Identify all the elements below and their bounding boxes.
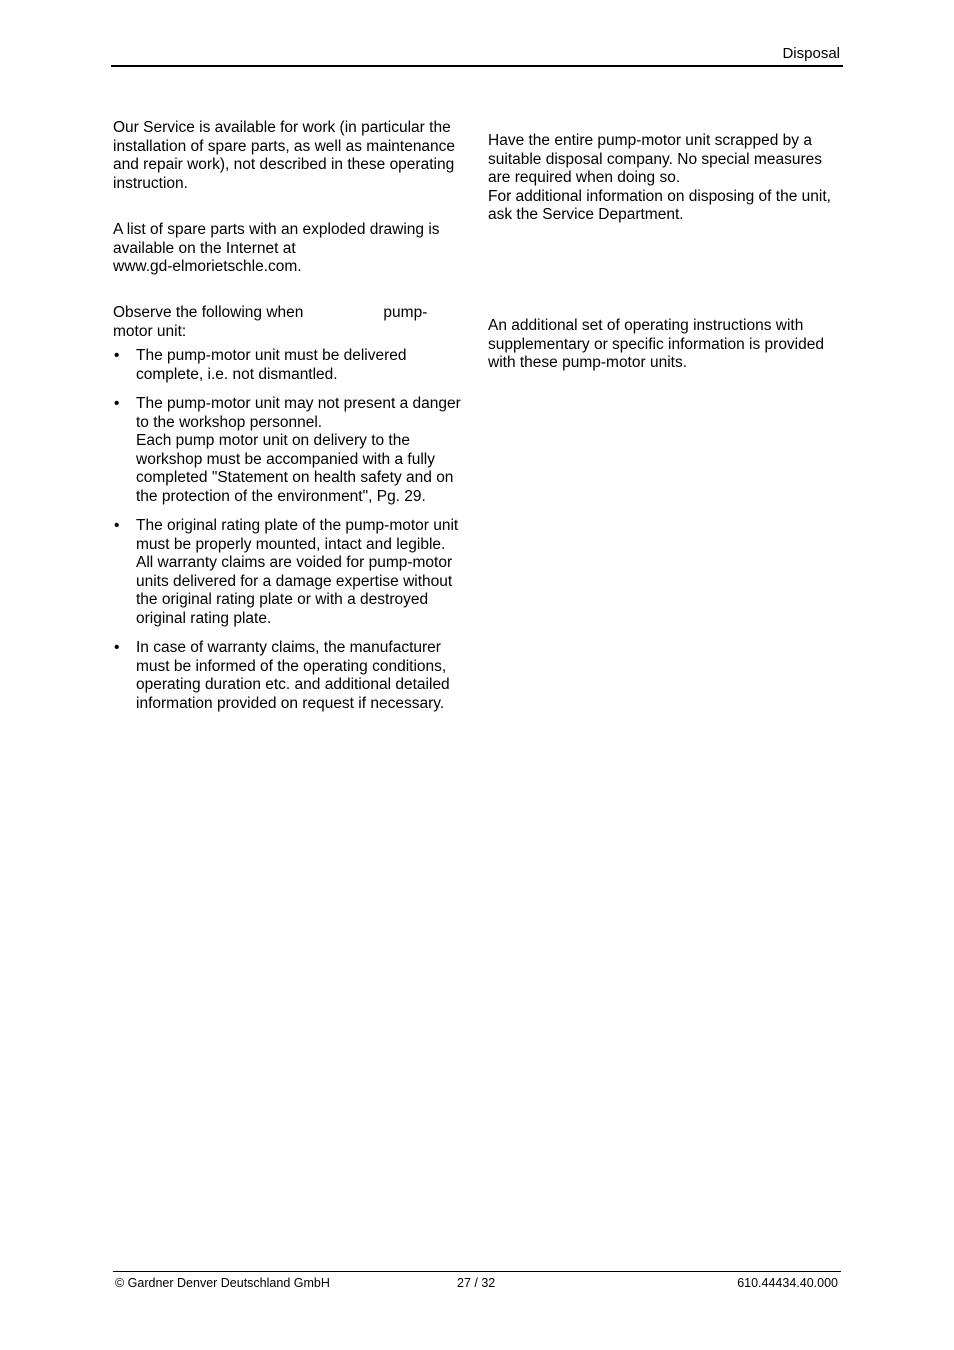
service-paragraph — [113, 119, 469, 193]
observe-intro-b: pump- — [383, 304, 428, 321]
list-item — [113, 395, 469, 506]
observe-intro — [113, 304, 469, 341]
observe-intro-a: Observe the following when — [113, 304, 304, 321]
bullet-glyph: • — [114, 517, 120, 534]
list-item-text: The pump-motor unit must be delivered complete, i.e. not dismantled. — [136, 347, 407, 383]
list-item-text: The original rating plate of the pump-motor unit must be properly mounted, intact and legible. — [136, 517, 459, 553]
bullet-glyph: • — [114, 395, 120, 412]
bullet-glyph: • — [114, 347, 120, 364]
requirements-list — [113, 347, 469, 713]
footer-copyright: © Gardner Denver Deutschland GmbH — [115, 1276, 330, 1290]
header-rule — [111, 65, 843, 67]
list-item — [113, 517, 469, 628]
observe-section — [113, 304, 469, 724]
additional-text: An additional set of operating instructions with supplementary or specific information is provided with these pump-motor units. — [488, 317, 824, 371]
additional-instructions-paragraph — [488, 317, 844, 373]
spare-parts-text: A list of spare parts with an exploded drawing is available on the Internet at — [113, 221, 440, 257]
footer-doc-number: 610.44434.40.000 — [737, 1276, 838, 1290]
spare-parts-paragraph — [113, 221, 469, 277]
footer-page-number: 27 / 32 — [457, 1276, 496, 1290]
footer-rule — [113, 1271, 841, 1272]
list-item-text: Each pump motor unit on delivery to the workshop must be accompanied with a fully completed "Statement on health safety and on the protection of the environment", Pg. 29. — [136, 432, 454, 505]
list-item-text: In case of warranty claims, the manufacturer must be informed of the operating conditions, operating duration etc. and additional detailed information provided on request if necessary. — [136, 639, 450, 712]
list-item-text: The pump-motor unit may not present a danger to the workshop personnel. — [136, 395, 461, 431]
header-section-title: Disposal — [782, 45, 840, 62]
disposal-paragraph — [488, 132, 844, 225]
observe-intro-c: motor unit: — [113, 322, 187, 340]
list-item — [113, 639, 469, 713]
list-item — [113, 347, 469, 384]
list-item-text: All warranty claims are voided for pump-motor units delivered for a damage expertise without the original rating plate or with a destroyed original rating plate. — [136, 554, 453, 627]
bullet-glyph: • — [114, 639, 120, 656]
service-text: Our Service is available for work (in particular the installation of spare parts, as well as maintenance and repair work), not described in these operating instruction. — [113, 119, 456, 192]
disposal-text: Have the entire pump-motor unit scrapped by a suitable disposal company. No special measures are required when doing so. — [488, 132, 822, 186]
spare-parts-url: www.gd-elmorietschle.com. — [113, 258, 302, 275]
disposal-service-text: For additional information on disposing of the unit, ask the Service Department. — [488, 187, 831, 223]
